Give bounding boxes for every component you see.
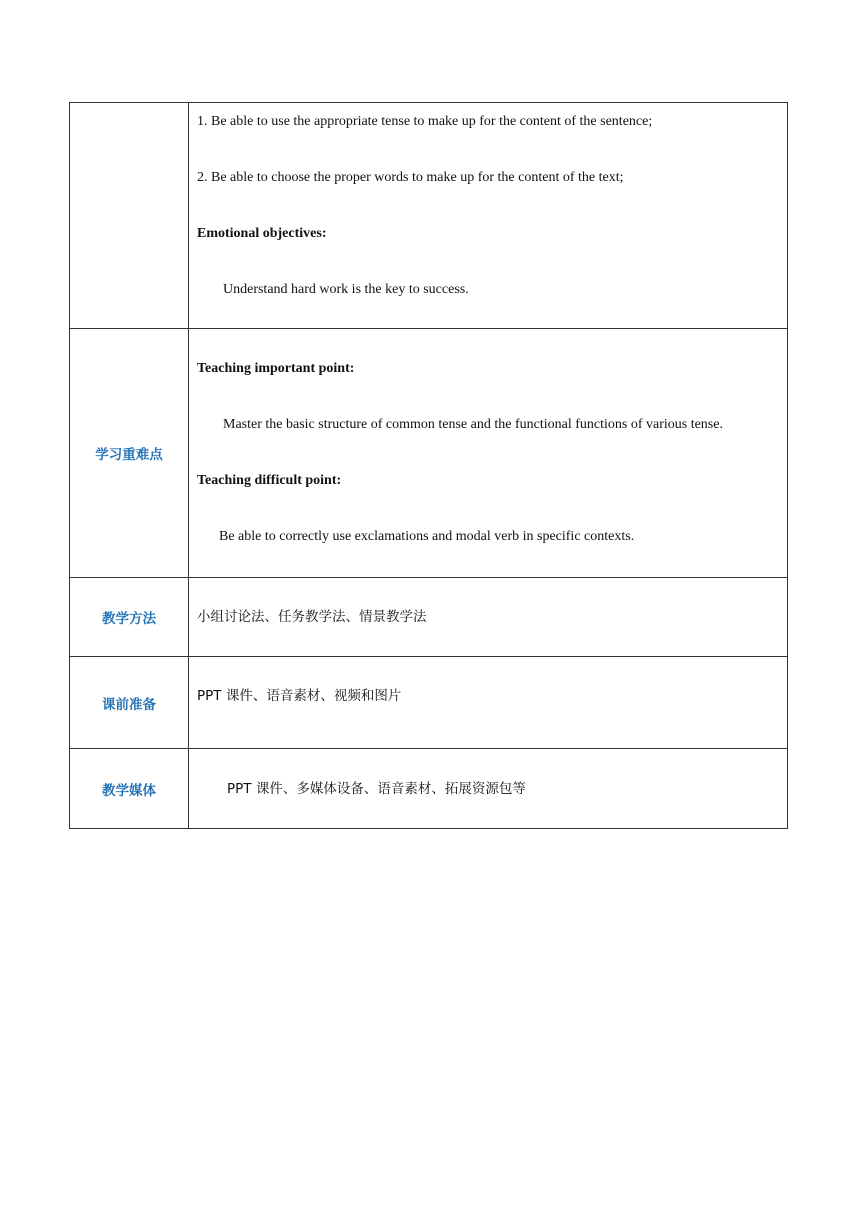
objective-line-1: 1. Be able to use the appropriate tense to make up for the content of the sentence; bbox=[197, 114, 653, 129]
important-point-heading: Teaching important point: bbox=[197, 361, 355, 376]
methods-content-cell bbox=[189, 578, 788, 657]
lesson-plan-table bbox=[69, 102, 788, 829]
media-content-cell bbox=[189, 749, 788, 829]
preparation-label: 课前准备 bbox=[70, 657, 189, 749]
methods-row bbox=[70, 578, 788, 657]
objectives-label-cell bbox=[70, 103, 189, 329]
difficult-point-text: Be able to correctly use exclamations and modal verb in specific contexts. bbox=[219, 529, 635, 544]
preparation-content-cell bbox=[189, 657, 788, 749]
preparation-row bbox=[70, 657, 788, 749]
key-points-label: 学习重难点 bbox=[70, 329, 189, 578]
media-text: PPT 课件、多媒体设备、语音素材、拓展资源包等 bbox=[227, 780, 526, 797]
emotional-objectives-text: Understand hard work is the key to success. bbox=[223, 282, 469, 297]
media-row bbox=[70, 749, 788, 829]
objectives-content-cell bbox=[189, 103, 788, 329]
preparation-text: PPT 课件、语音素材、视频和图片 bbox=[197, 688, 402, 704]
key-points-row bbox=[70, 329, 788, 578]
methods-label: 教学方法 bbox=[70, 578, 189, 657]
difficult-point-heading: Teaching difficult point: bbox=[197, 473, 342, 488]
objective-line-2: 2. Be able to choose the proper words to make up for the content of the text; bbox=[197, 170, 624, 185]
methods-text: 小组讨论法、任务教学法、情景教学法 bbox=[197, 609, 427, 625]
objectives-row bbox=[70, 103, 788, 329]
key-points-content-cell bbox=[189, 329, 788, 578]
media-label: 教学媒体 bbox=[70, 749, 189, 829]
important-point-text: Master the basic structure of common tense and the functional functions of various tense. bbox=[223, 417, 723, 432]
emotional-objectives-heading: Emotional objectives: bbox=[197, 226, 327, 241]
